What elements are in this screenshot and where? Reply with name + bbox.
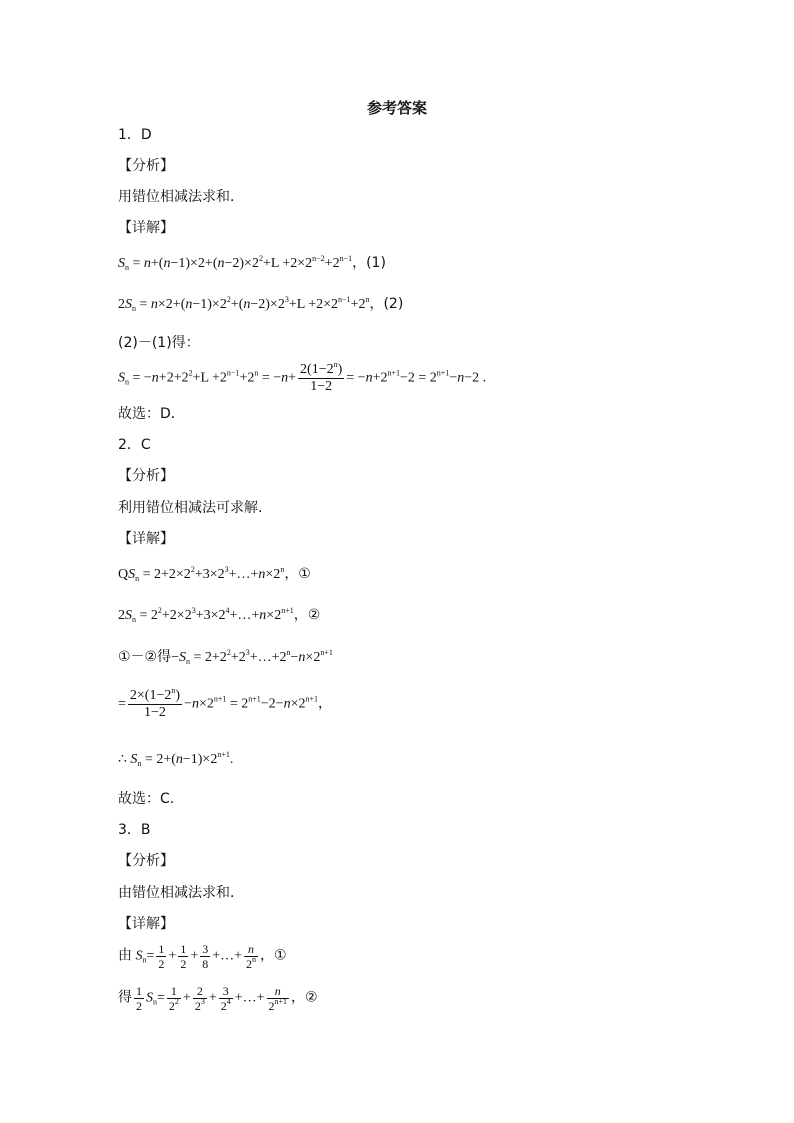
q1-detail-label: 【详解】 [118, 220, 174, 236]
q1-equation-1: $S_n = n+(n-1)\times 2+(n-2)\times 2^2+L +2\times 2^{n-2}+2^{n-1}$，(1) [118, 254, 386, 272]
q2-step-prefix: ①－②得 [118, 649, 172, 665]
q2-equation-5: ∴ $S_n = 2+(n-1)\times 2^{n+1}$. [118, 750, 234, 768]
q1-step: (2)－(1)得： [118, 335, 200, 351]
q2-detail-label: 【详解】 [118, 531, 174, 547]
q2-equation-2: $2S_n$ = $2^2+2\times 2^3+3\times 2^4+\dots+n\times 2^{n+1}$，② [118, 606, 321, 624]
q3-equation-2: 得 $\frac{1}{2}$ $S_n=$ $\frac{1}{2^2}$ + $\frac{2}{2^3}$ + $\frac{3}{2^4}$ +…+ $\frac{n}{2^{n+1}}$ ，② [118, 984, 318, 1013]
q2-answer: 2．C [118, 437, 151, 453]
q2-analysis-label: 【分析】 [118, 468, 174, 484]
q3-line1-prefix: 由 [118, 947, 132, 964]
q1-analysis-label: 【分析】 [118, 158, 174, 174]
q2-equation-1: $QS_n$ = $2+2\times 2^2+3\times 2^3+\dots+n\times 2^n$，① [118, 565, 311, 583]
q3-detail-label: 【详解】 [118, 916, 174, 932]
q3-tag-2: ，② [291, 989, 318, 1006]
q1-eq2-tag: ，(2) [369, 296, 404, 312]
q2-analysis-text: 利用错位相减法可求解. [118, 500, 263, 516]
q1-answer: 1．D [118, 127, 152, 143]
q3-analysis-label: 【分析】 [118, 853, 174, 869]
q2-tag-1: ，① [284, 566, 311, 582]
q1-eq1-tag: ，(1) [352, 255, 386, 271]
q1-equation-2: $2S_n = n\times 2+(n-1)\times 2^2+(n-2)\times 2^3+L +2\times 2^{n-1}+2^n$，(2) [118, 295, 404, 313]
q3-equation-1: 由 $S_n=$ $\frac{1}{2}$ + $\frac{1}{2}$ + $\frac{3}{8}$ +…+ $\frac{n}{2^n}$ ，① [118, 942, 287, 971]
q1-choice: 故选：D． [118, 406, 185, 422]
q2-choice: 故选：C. [118, 791, 175, 807]
q1-equation-3: $S_n = -n+2+2^2+L +2^{n-1}+2^n = -n+$ $\frac{2(1-2^n)}{1-2}$ = $-n+2^{n+1}-2 = 2^{n+1}-n-2$ . [118, 360, 487, 394]
q1-analysis-text: 用错位相减法求和． [118, 189, 244, 205]
q3-line2-prefix: 得 [118, 989, 132, 1006]
q2-tag-2: ，② [293, 607, 321, 623]
q3-tag-1: ，① [260, 947, 287, 964]
q3-answer: 3．B [118, 822, 151, 838]
q3-analysis-text: 由错位相减法求和． [118, 885, 244, 901]
q2-equation-4: = $\frac{2\times(1-2^n)}{1-2}$ $-n\times 2^{n+1} = 2^{n+1}-2-n\times 2^{n+1}$， [118, 686, 332, 720]
q2-equation-3: ①－②得$-S_n$ = $2+2^2+2^3+\dots+2^n-n\times 2^{n+1}$ [118, 648, 333, 666]
page-title: 参考答案 [366, 99, 427, 117]
